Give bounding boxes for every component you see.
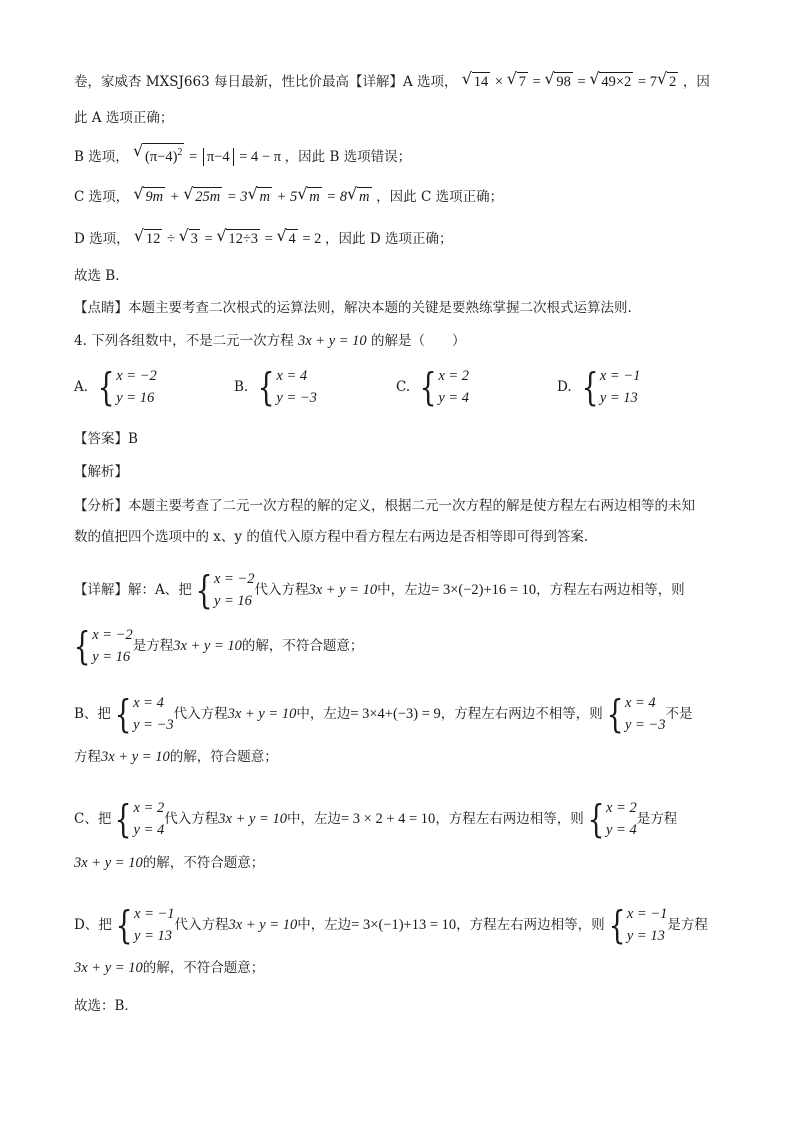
- detail-b-zhong: 中，左边: [296, 706, 351, 722]
- detail-c-eq: 3x + y = 10: [218, 811, 287, 827]
- detail-a-left: = 3×(−2)+16 = 10: [431, 582, 537, 598]
- text-l5b: ，因此 D 选项正确；: [325, 231, 453, 247]
- detail-c-zhong: 中，左边: [286, 811, 341, 827]
- detail-a-result: ，方程左右两边相等，则: [536, 582, 685, 598]
- dianjing-note: 【点睛】本题主要考查二次根式的运算法则，解决本题的关键是要熟练掌握二次根式运算法则.: [74, 300, 632, 316]
- option-b-x: x = 4: [276, 368, 308, 384]
- text-line-5: D 选项， √ 12 ÷ √ 3 = √ 12÷3 = √ 4 = 2 ，因此 D 选项正确；: [74, 228, 452, 250]
- text-l1a: 卷，家威杏 MXSJ663 每日最新，性比价最高【详解】A 选项，: [74, 74, 458, 90]
- fenxi-line-1: 【分析】本题主要考查了二元一次方程的解的定义，根据二元一次方程的解是使方程左右两边相等的未知: [74, 498, 695, 514]
- detail-c-x2: x = 2: [606, 800, 637, 816]
- detail-a-zhong: 中，左边: [377, 582, 432, 598]
- detail-a2-x: x = −2: [92, 627, 133, 643]
- detail-d-is: 是方程: [667, 917, 708, 933]
- detail-d-x2: x = −1: [626, 906, 668, 922]
- math-4-minus-pi: = 4 − π: [239, 148, 282, 165]
- math-sqrt-m-2: m: [309, 189, 320, 205]
- detail-a-x: x = −2: [213, 571, 255, 587]
- option-c-y: y = 4: [438, 390, 470, 406]
- detail-d-left: = 3×(−1)+13 = 10: [351, 917, 457, 933]
- answer: 【答案】B: [74, 431, 138, 447]
- option-a-y: y = 16: [116, 390, 155, 406]
- detail-b-result: ，方程左右两边不相等，则: [440, 706, 603, 722]
- text-l4b: ，因此 C 选项正确；: [376, 189, 504, 205]
- text-line-3: B 选项， √ $(\pi-4)^2 = \pi-4 = 4 - \pi$ ，因此 B 选项错误；: [74, 143, 411, 168]
- detail-a2-is: 是方程: [132, 638, 174, 654]
- option-a[interactable]: A. { x = −2 y = 16: [74, 365, 157, 409]
- option-b-label: B.: [234, 379, 249, 395]
- detail-c-result: ，方程左右两边相等，则: [435, 811, 584, 827]
- detail-d-y2: y = 13: [626, 928, 665, 944]
- detail-b-x2: x = 4: [624, 695, 656, 711]
- math-sqrt-m-1: m: [259, 189, 270, 205]
- detail-c-line-2: [74, 852, 264, 874]
- question-4-text-a: 4. 下列各组数中，不是二元一次方程: [74, 333, 294, 349]
- math-sqrt-7: 7: [518, 74, 526, 90]
- equation: 3x + y = 10: [297, 333, 367, 349]
- option-c-label: C.: [396, 379, 411, 395]
- text-line-4: C 选项， √ 9m + √ 25m = 3√ m + 5√ m = 8√ m ，因此 C 选项正确；: [74, 186, 503, 208]
- math-sqrt-4: 4: [288, 231, 296, 247]
- question-4: [74, 330, 465, 352]
- detail-d-eq: 3x + y = 10: [228, 917, 298, 933]
- math-sqrt-25m: 25m: [195, 189, 221, 205]
- detail-b-line-1: B、把 { x = 4 y = −3 代入方程 3x + y = 10 中，左边 = 3×4+(−3) = 9 ，方程左右两边不相等，则 { x = 4 y = −3 不是: [74, 692, 693, 736]
- detail-d-y: y = 13: [134, 928, 172, 944]
- detail-b-left: = 3×4+(−3) = 9: [350, 706, 441, 722]
- option-d-y: y = 13: [599, 390, 638, 406]
- detail-c-prefix: C、把: [74, 811, 112, 827]
- math-eq-2: = 2: [302, 231, 322, 247]
- text-line-6: 故选 B.: [74, 268, 120, 284]
- detail-c-x: x = 2: [133, 800, 165, 816]
- text-line-1: 卷，家威杏 MXSJ663 每日最新，性比价最高【详解】A 选项， √ 14 × √ 7 = √ 98 = √ 49×2 = 7√ 2 ，因: [74, 71, 710, 93]
- detail-b-y2: y = −3: [624, 717, 666, 733]
- option-d-label: D.: [557, 379, 572, 395]
- detail-c2-eq: 3x + y = 10: [74, 855, 143, 871]
- option-b[interactable]: B. { x = 4 y = −3: [234, 365, 317, 409]
- detail-d-line-1: D、把 { x = −1 y = 13 代入方程 3x + y = 10 中，左边 = 3×(−1)+13 = 10 ，方程左右两边相等，则 { x = −1 y = 13 是方程: [74, 903, 708, 947]
- text-l1b: ，因: [682, 74, 710, 90]
- detail-b2-conclusion: 的解，符合题意；: [169, 749, 278, 765]
- option-a-label: A.: [74, 379, 89, 395]
- detail-b-dairu: 代入方程: [173, 706, 228, 722]
- detail-b2-eq: 3x + y = 10: [101, 749, 170, 765]
- detail-a2-conclusion: 的解，不符合题意；: [241, 638, 364, 654]
- text-line-2: 此 A 选项正确；: [74, 110, 174, 126]
- fenxi-line-2: 数的值把四个选项中的 x、y 的值代入原方程中看方程左右两边是否相等即可得到答案.: [74, 529, 589, 545]
- detail-a2-y: y = 16: [92, 649, 131, 665]
- detail-c-dairu: 代入方程: [164, 811, 219, 827]
- option-d-x: x = −1: [599, 368, 641, 384]
- detail-d-zhong: 中，左边: [297, 917, 352, 933]
- detail-b-line-2: [74, 746, 278, 768]
- final-answer: 故选：B．: [74, 998, 138, 1014]
- detail-d-line-2: [74, 957, 264, 979]
- math-sqrt-2: 2: [668, 74, 677, 90]
- detail-b-not: 不是: [665, 706, 693, 722]
- detail-c2-conclusion: 的解，不符合题意；: [142, 855, 265, 871]
- detail-b-y: y = −3: [133, 717, 174, 733]
- detail-c-left: = 3 × 2 + 4 = 10: [340, 811, 436, 827]
- math-abs-pi-minus-4: π−4: [203, 148, 234, 166]
- detail-a-line-1: 【详解】解：A、把 { x = −2 y = 16 代入方程 3x + y = 10 中，左边 = 3×(−2)+16 = 10 ，方程左右两边相等，则: [74, 568, 685, 612]
- detail-a2-eq: 3x + y = 10: [173, 638, 242, 654]
- text-l4a: C 选项，: [74, 189, 130, 205]
- detail-b-eq: 3x + y = 10: [227, 706, 297, 722]
- detail-a-dairu: 代入方程: [254, 582, 309, 598]
- detail-d2-conclusion: 的解，不符合题意；: [142, 960, 265, 976]
- detail-a-intro: 【详解】解：A、把: [74, 582, 192, 598]
- detail-b2-fangcheng: 方程: [74, 749, 101, 765]
- detail-c-y: y = 4: [133, 822, 165, 838]
- option-b-y: y = −3: [276, 390, 317, 406]
- detail-d-x: x = −1: [134, 906, 175, 922]
- analysis-heading: 【解析】: [74, 464, 128, 480]
- text-l3a: B 选项，: [74, 148, 129, 165]
- detail-a-y: y = 16: [213, 593, 252, 609]
- detail-b-x: x = 4: [133, 695, 164, 711]
- math-sqrt-3: 3: [190, 231, 198, 247]
- math-sqrt-12div3: 12÷3: [228, 231, 259, 247]
- detail-d-dairu: 代入方程: [174, 917, 229, 933]
- detail-d-result: ，方程左右两边相等，则: [456, 917, 605, 933]
- detail-a-eq: 3x + y = 10: [308, 582, 378, 598]
- math-sqrt-m-3: m: [359, 189, 370, 205]
- math-sqrt-14: 14: [473, 74, 489, 90]
- math-sqrt-12: 12: [145, 231, 161, 247]
- option-a-x: x = −2: [116, 368, 157, 384]
- option-c[interactable]: C. { x = 2 y = 4: [396, 365, 470, 409]
- detail-b-prefix: B、把: [74, 706, 111, 722]
- math-7: = 7: [637, 74, 657, 90]
- math-pi-minus-4: (π−4): [145, 148, 178, 165]
- option-c-x: x = 2: [438, 368, 470, 384]
- text-l3b: ，因此 B 选项错误；: [284, 148, 412, 165]
- text-l5a: D 选项，: [74, 231, 130, 247]
- question-4-text-b: 的解是（ ）: [370, 333, 466, 349]
- detail-c-is: 是方程: [636, 811, 678, 827]
- detail-c-y2: y = 4: [606, 822, 637, 838]
- math-sqrt-98: 98: [556, 74, 571, 90]
- option-d[interactable]: D. { x = −1 y = 13: [557, 365, 641, 409]
- detail-c-line-1: C、把 { x = 2 y = 4 代入方程 3x + y = 10 中，左边 = 3 × 2 + 4 = 10 ，方程左右两边相等，则 { x = 2 y = 4 是方程: [74, 797, 678, 841]
- detail-d-prefix: D、把: [74, 917, 112, 933]
- detail-a-line-2: { x = −2 y = 16 是方程 3x + y = 10 的解，不符合题意；: [73, 624, 364, 668]
- math-sqrt-9m: 9m: [145, 189, 164, 205]
- math-sqrt-49x2: 49×2: [601, 74, 632, 90]
- detail-d2-eq: 3x + y = 10: [74, 960, 143, 976]
